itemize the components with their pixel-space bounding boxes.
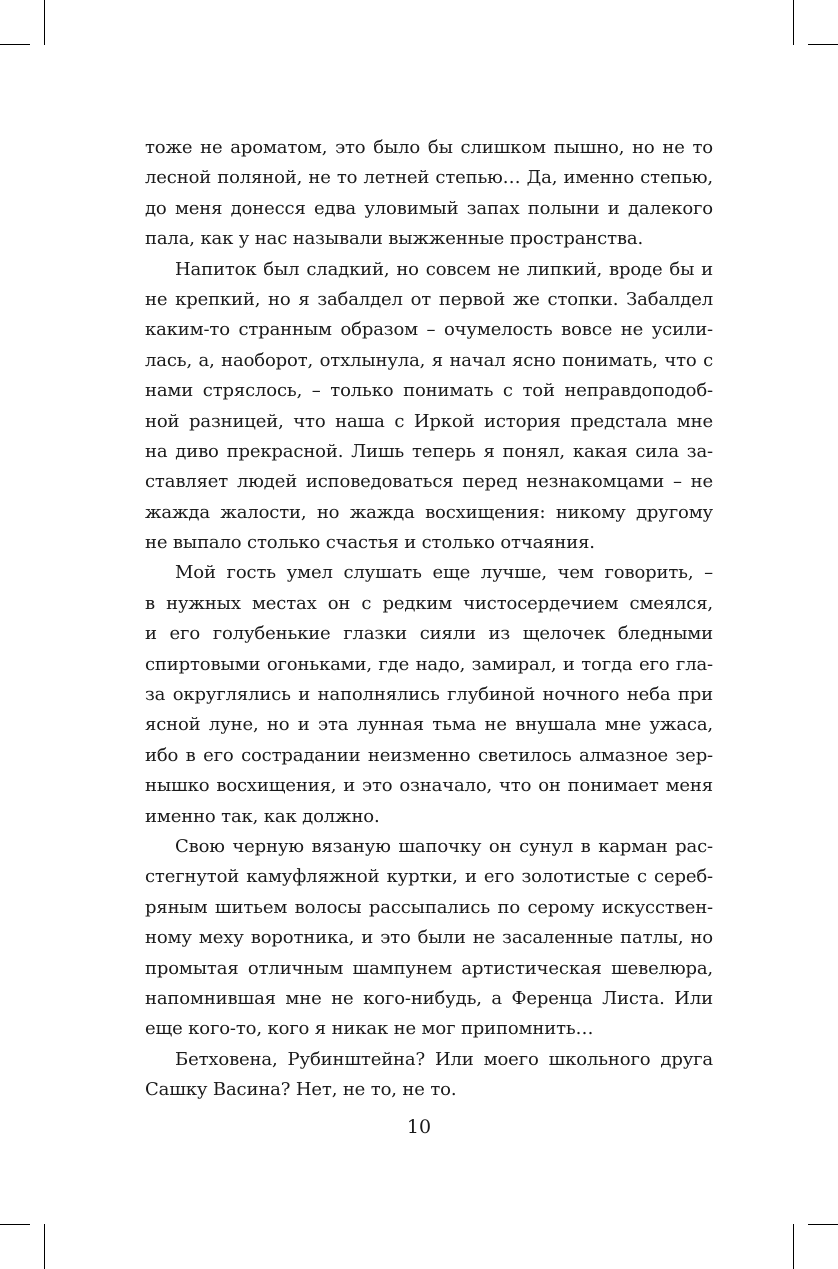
text-line: не выпало столько счастья и столько отчаяния. [145, 532, 595, 554]
text-line: пала, как у нас называли выжженные пространства. [145, 228, 644, 250]
crop-mark-bottom-left-vertical [44, 1224, 45, 1269]
text-line: ному меху воротника, и это были не засаленные патлы, но [145, 927, 713, 949]
text-line: Бетховена, Рубинштейна? Или моего школьного друга [175, 1048, 713, 1070]
text-line: ибо в его сострадании неизменно светилось алмазное зер- [145, 744, 713, 766]
text-line: спиртовыми огоньками, где надо, замирал, и тогда его гла- [145, 653, 713, 675]
text-line: ряным шитьем волосы рассыпались по серому искусствен- [145, 896, 713, 918]
text-line: ставляет людей исповедоваться перед незнакомцами – не [145, 471, 713, 493]
text-line: именно так, как должно. [145, 805, 380, 827]
page-number: 10 [406, 1116, 432, 1138]
crop-mark-bottom-right-vertical [793, 1224, 794, 1269]
text-line: Свою черную вязаную шапочку он сунул в карман рас- [175, 835, 713, 857]
crop-mark-bottom-left-horizontal [0, 1224, 30, 1225]
text-line: ясной луне, но и эта лунная тьма не внушала мне ужаса, [145, 714, 713, 736]
crop-mark-bottom-right-horizontal [808, 1224, 838, 1225]
text-line: напомнившая мне не кого-нибудь, а Ференца Листа. Или [145, 987, 713, 1009]
text-line: нышко восхищения, и это означало, что он понимает меня [145, 775, 713, 797]
text-line: жажда жалости, но жажда восхищения: никому другому [145, 501, 713, 523]
text-line: на диво прекрасной. Лишь теперь я понял, какая сила за- [145, 440, 713, 462]
crop-mark-top-right-vertical [793, 0, 794, 45]
text-line: и его голубенькие глазки сияли из щелочек бледными [145, 623, 713, 645]
text-line: в нужных местах он с редким чистосердечием смеялся, [145, 592, 713, 614]
text-line: не крепкий, но я забалдел от первой же стопки. Забалдел [145, 288, 713, 310]
text-line: за округлялись и наполнялись глубиной ночного неба при [145, 684, 713, 706]
text-line: ной разницей, что наша с Иркой история предстала мне [145, 410, 713, 432]
text-line: каким-то странным образом – очумелость вовсе не усили- [145, 319, 713, 341]
crop-mark-top-left-horizontal [0, 44, 30, 45]
text-line: промытая отличным шампунем артистическая шевелюра, [145, 957, 713, 979]
text-line: лась, а, наоборот, отхлынула, я начал ясно понимать, что с [145, 349, 713, 371]
text-line: лесной поляной, не то летней степью… Да, именно степью, [145, 167, 713, 189]
text-line: тоже не ароматом, это было бы слишком пышно, но не то [145, 137, 713, 158]
text-line: еще кого-то, кого я никак не мог припомнить… [145, 1018, 594, 1040]
text-line: до меня донесся едва уловимый запах полыни и далекого [145, 197, 713, 219]
text-line: стегнутой камуфляжной куртки, и его золотистые с сереб- [145, 866, 713, 888]
text-line: Мой гость умел слушать еще лучше, чем говорить, – [175, 562, 713, 584]
text-line: Напиток был сладкий, но совсем не липкий, вроде бы и [175, 258, 713, 280]
body-text [145, 133, 713, 1106]
text-line: Сашку Васина? Нет, не то, не то. [145, 1079, 457, 1101]
crop-mark-top-right-horizontal [808, 44, 838, 45]
text-line: нами стряслось, – только понимать с той неправдоподоб- [145, 380, 713, 402]
crop-mark-top-left-vertical [44, 0, 45, 45]
